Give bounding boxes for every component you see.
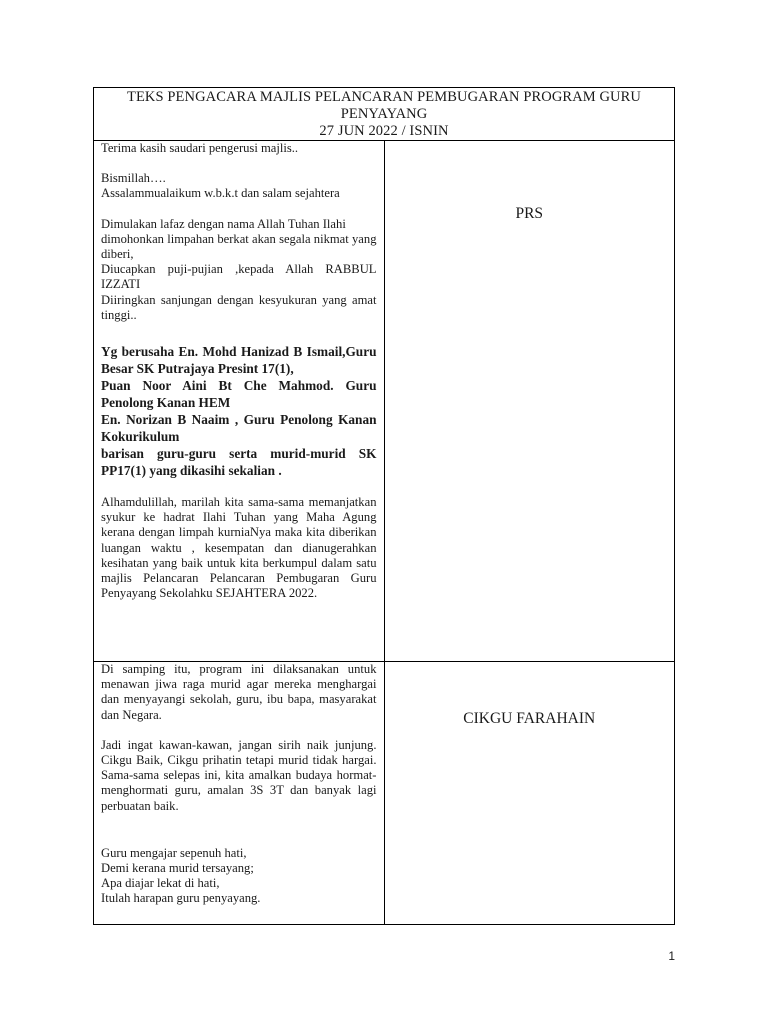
closing-paragraph: Alhamdulillah, marilah kita sama-sama memanjatkan syukur ke hadrat Ilahi Tuhan yang Maha Agung kerana dengan limpah kurniaNya maka kita diberikan luangan waktu , kesempatan dan dianugerahkan kesihatan yang baik untuk kita berkumpul dalam satu majlis Pelancaran Pelancaran Pembugaran Guru Penyayang Sekolahku SEJAHTERA 2022. bbox=[101, 495, 377, 601]
praise-line-3: Diucapkan puji-pujian ,kepada Allah RABBUL IZZATI bbox=[101, 262, 377, 292]
pantun-line-1: Guru mengajar sepenuh hati, bbox=[101, 845, 247, 860]
reminder-paragraph: Jadi ingat kawan-kawan, jangan sirih naik junjung. Cikgu Baik, Cikgu prihatin tetapi murid tidak hargai. Sama-sama selepas ini, kita amalkan budaya hormat-menghormati guru, amalan 3S 3T dan banyak lagi perbuatan baik. bbox=[101, 737, 377, 813]
bismillah-text: Bismillah…. bbox=[101, 171, 166, 186]
pantun-line-3: Apa diajar lekat di hati, bbox=[101, 876, 220, 891]
pantun-line-2: Demi kerana murid tersayang; bbox=[101, 861, 254, 876]
praise-line-2: dimohonkan limpahan berkat akan segala nikmat yang diberi, bbox=[101, 231, 377, 262]
vip-line-3: En. Norizan B Naaim , Guru Penolong Kanan Kokurikulum bbox=[101, 412, 377, 445]
section-row-prs bbox=[94, 141, 675, 662]
header-cell bbox=[94, 88, 675, 141]
speaker-cell-farahain bbox=[384, 662, 675, 925]
vip-line-2: Puan Noor Aini Bt Che Mahmod. Guru Penolong Kanan HEM bbox=[101, 378, 377, 411]
vip-line-1: Yg berusaha En. Mohd Hanizad B Ismail,Guru Besar SK Putrajaya Presint 17(1), bbox=[101, 344, 377, 377]
page-number: 1 bbox=[668, 949, 675, 963]
speaker-label-farahain: CIKGU FARAHAIN bbox=[463, 710, 596, 727]
script-cell-farahain bbox=[94, 662, 385, 925]
speaker-label-prs: PRS bbox=[515, 205, 544, 222]
section-row-farahain bbox=[94, 662, 675, 925]
praise-line-4: Diiringkan sanjungan dengan kesyukuran yang amat tinggi.. bbox=[101, 292, 377, 322]
script-cell-prs bbox=[94, 141, 385, 662]
document-date: 27 JUN 2022 / ISNIN bbox=[319, 123, 449, 139]
praise-line-1: Dimulakan lafaz dengan nama Allah Tuhan Ilahi bbox=[101, 216, 346, 231]
script-table bbox=[93, 87, 675, 925]
speaker-cell-prs bbox=[384, 141, 675, 662]
document-title-line2: PENYAYANG bbox=[340, 106, 428, 122]
greeting-text: Assalammualaikum w.b.k.t dan salam sejahtera bbox=[101, 186, 340, 201]
document-title-line1: TEKS PENGACARA MAJLIS PELANCARAN PEMBUGARAN PROGRAM GURU bbox=[127, 89, 641, 105]
vip-line-4: barisan guru-guru serta murid-murid SK PP17(1) yang dikasihi sekalian . bbox=[101, 446, 377, 479]
pantun-line-4: Itulah harapan guru penyayang. bbox=[101, 891, 261, 906]
thanks-text: Terima kasih saudari pengerusi majlis.. bbox=[101, 141, 299, 155]
program-paragraph: Di samping itu, program ini dilaksanakan untuk menawan jiwa raga murid agar mereka menghargai dan menyayangi sekolah, guru, ibu bapa, masyarakat dan Negara. bbox=[101, 662, 377, 722]
